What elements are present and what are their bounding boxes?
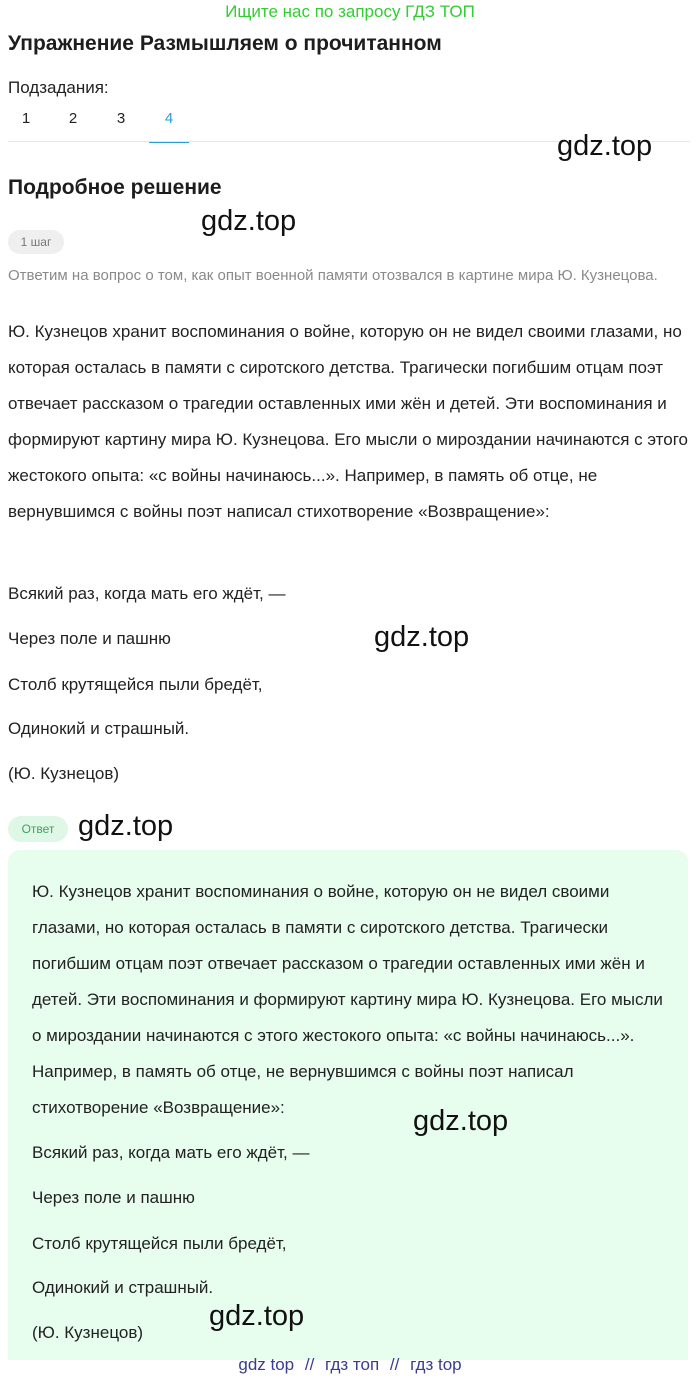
poem-line: Одинокий и страшный. <box>8 719 190 738</box>
step-badge: 1 шаг <box>8 230 64 254</box>
answer-poem-author: (Ю. Кузнецов) <box>32 1323 144 1342</box>
footer-separator: // <box>304 1355 315 1374</box>
watermark: gdz.top <box>209 1300 305 1332</box>
poem-author: (Ю. Кузнецов) <box>8 764 120 783</box>
solution-paragraph: Ю. Кузнецов хранит воспоминания о войне, которую он не видел своими глазами, но которая осталась в памяти с сиротского детства. Трагически погибшим отцам поэт отвечает рассказом о трагедии оставленных ими жён и детей. Эти воспоминания и формируют картину мира Ю. Кузнецова. Его мысли о мироздании начинаются с этого жестокого опыта: «с войны начинаюсь...». Например, в память об отце, не вернувшимся с войны поэт написал стихотворение «Возвращение»: <box>8 322 688 521</box>
watermark: gdz.top <box>78 810 174 842</box>
answer-paragraph: Ю. Кузнецов хранит воспоминания о войне, которую он не видел своими глазами, но которая осталась в памяти с сиротского детства. Трагически погибшим отцам поэт отвечает рассказом о трагедии оставленных ими жён и детей. Эти воспоминания и формируют картину мира Ю. Кузнецова. Его мысли о мироздании начинаются с этого жестокого опыта: «с войны начинаюсь...». Например, в память об отце, не вернувшимся с войны поэт написал стихотворение «Возвращение»: <box>32 882 663 1117</box>
search-banner: Ищите нас по запросу ГДЗ ТОП <box>225 2 475 21</box>
footer-separator: // <box>389 1355 400 1374</box>
tab-4[interactable]: 4 <box>149 110 189 142</box>
footer-link[interactable]: gdz top <box>238 1355 295 1374</box>
poem-line: Через поле и пашню <box>8 629 171 648</box>
page-title: Упражнение Размышляем о прочитанном <box>8 32 442 55</box>
watermark: gdz.top <box>557 130 653 162</box>
watermark: gdz.top <box>374 621 470 653</box>
tab-1[interactable]: 1 <box>21 110 31 127</box>
footer-link[interactable]: гдз топ <box>325 1355 380 1374</box>
watermark: gdz.top <box>413 1105 509 1137</box>
footer-link[interactable]: гдз top <box>410 1355 462 1374</box>
answer-poem-line: Столб крутящейся пыли бредёт, <box>32 1234 287 1253</box>
tab-3[interactable]: 3 <box>116 110 126 127</box>
solution-title: Подробное решение <box>8 176 222 199</box>
answer-poem-line: Одинокий и страшный. <box>32 1278 214 1297</box>
watermark: gdz.top <box>201 205 297 237</box>
tab-2[interactable]: 2 <box>68 110 78 127</box>
subtasks-label: Подзадания: <box>8 78 109 97</box>
answer-poem-line: Через поле и пашню <box>32 1188 195 1207</box>
step-question: Ответим на вопрос о том, как опыт военной памяти отозвался в картине мира Ю. Кузнецова. <box>8 267 658 284</box>
answer-badge: Ответ <box>8 816 68 842</box>
footer-links <box>0 1355 700 1375</box>
poem-line: Всякий раз, когда мать его ждёт, — <box>8 584 286 603</box>
poem-line: Столб крутящейся пыли бредёт, <box>8 675 263 694</box>
answer-poem-line: Всякий раз, когда мать его ждёт, — <box>32 1143 310 1162</box>
